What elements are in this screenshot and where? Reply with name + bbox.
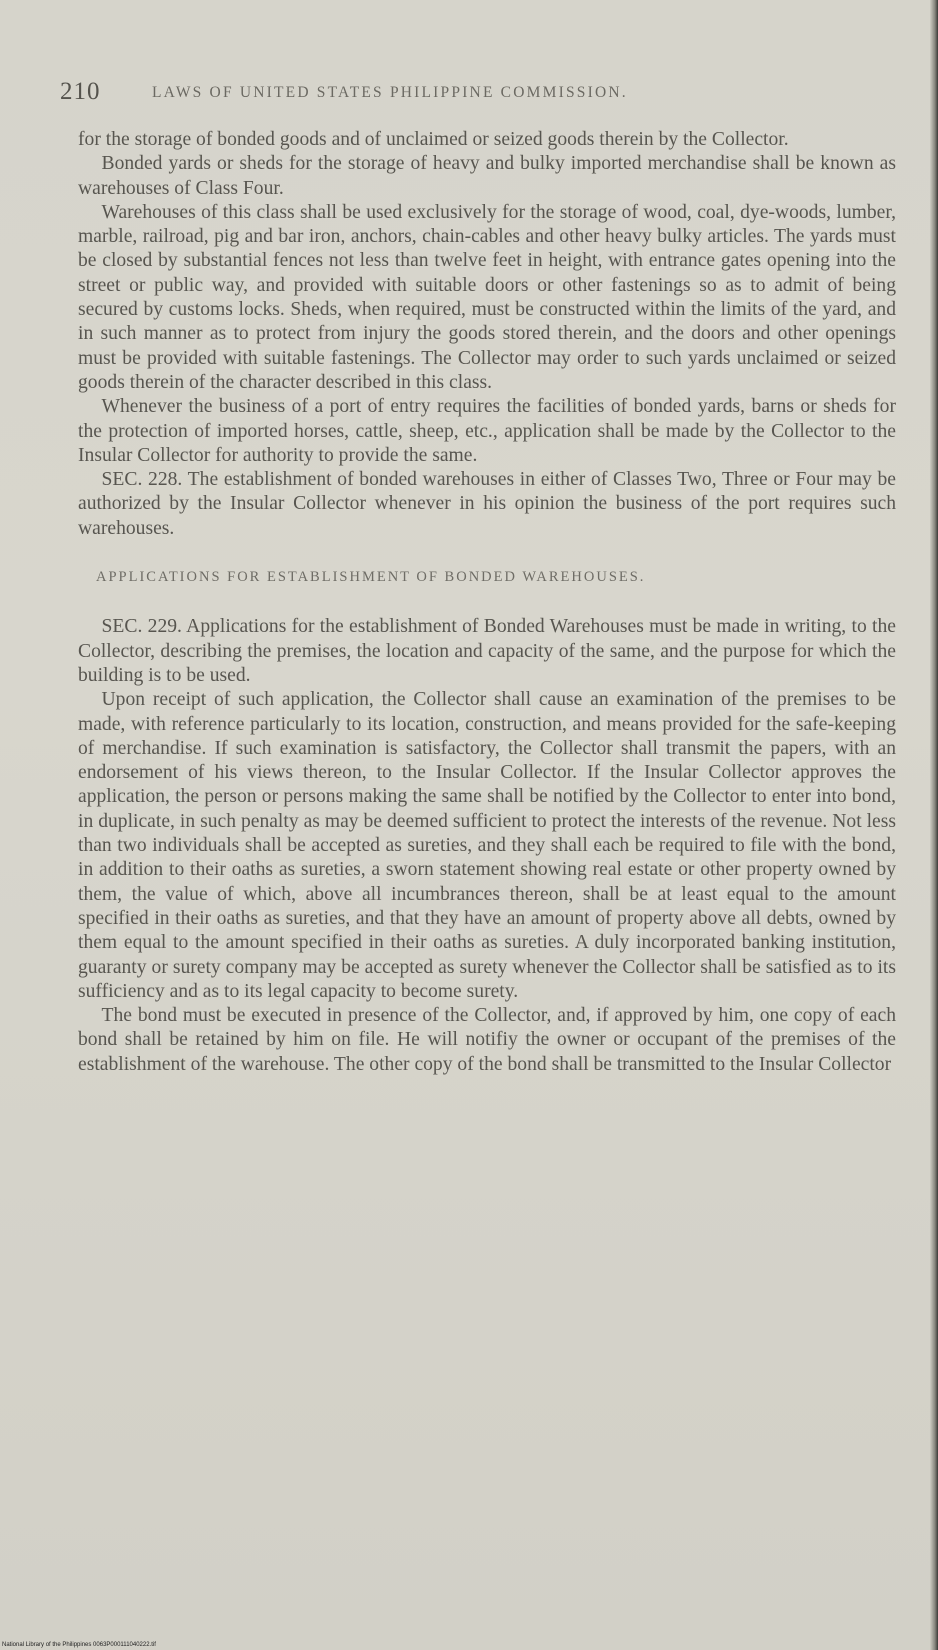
- section-heading: APPLICATIONS FOR ESTABLISHMENT OF BONDED WAREHOUSES.: [96, 569, 646, 586]
- page-edge-shadow: [930, 0, 938, 1650]
- page-header: [60, 78, 850, 108]
- paragraph-examination: Upon receipt of such application, the Collector shall cause an examination of the premises to be made, with reference particularly to its location, construction, and means provided for the safe-keeping of merchandise. If such examination is satisfactory, the Collector shall transmit the papers, with an endorsement of his views thereon, to the Insular Collector. If the Insular Collector approves the application, the person or persons making the same shall be notified by the Collector to enter into bond, in duplicate, in such penalty as may be deemed sufficient to protect the interests of the revenue. Not less than two individuals shall be accepted as sureties, and they shall each be required to file with the bond, in addition to their oaths as sureties, a sworn statement showing real estate or other property owned by them, the value of which, above all incumbrances thereon, shall be at least equal to the amount specified in their oaths as sureties, and that they have an amount of property above all debts, owned by them equal to the amount specified in their oaths as sureties. A duly incorporated banking institution, guaranty or surety company may be accepted as surety whenever the Collector shall be satisfied as to its sufficiency and as to its legal capacity to become surety.: [78, 689, 896, 1002]
- paragraph-sec-229: SEC. 229. Applications for the establishment of Bonded Warehouses must be made in writing, to the Collector, describing the premises, the location and capacity of the same, and the purpose for which the building is to be used.: [78, 616, 896, 686]
- page-number: 210: [60, 78, 101, 105]
- paragraph-livestock-yards: Whenever the business of a port of entry requires the facilities of bonded yards, barns or sheds for the protection of imported horses, cattle, sheep, etc., application shall be made by the Collector to the Insular Collector for authority to provide the same.: [78, 396, 896, 466]
- running-title: LAWS OF UNITED STATES PHILIPPINE COMMISSION.: [152, 84, 628, 101]
- page-body: [78, 128, 896, 1077]
- paragraph-class-four: Bonded yards or sheds for the storage of heavy and bulky imported merchandise shall be known as warehouses of Class Four.: [78, 153, 896, 199]
- paragraph-sec-228: SEC. 228. The establishment of bonded warehouses in either of Classes Two, Three or Four may be authorized by the Insular Collector whenever in his opinion the business of the port requires such warehouses.: [78, 469, 896, 539]
- paragraph-continuation: for the storage of bonded goods and of unclaimed or seized goods therein by the Collector.: [78, 129, 789, 150]
- paragraph-class-four-rules: Warehouses of this class shall be used exclusively for the storage of wood, coal, dye-woods, lumber, marble, railroad, pig and bar iron, anchors, chain-cables and other heavy bulky articles. The yards must be closed by substantial fences not less than twelve feet in height, with entrance gates opening into the street or public way, and provided with suitable doors or other fastenings so as to admit of being secured by customs locks. Sheds, when required, must be constructed within the limits of the yard, and in such manner as to protect from injury the goods stored therein, and the doors and other openings must be provided with suitable fastenings. The Collector may order to such yards unclaimed or seized goods therein of the character described in this class.: [78, 201, 896, 393]
- paragraph-bond-execution: The bond must be executed in presence of the Collector, and, if approved by him, one copy of each bond shall be retained by him on file. He will notifiy the owner or occupant of the premises of the establishment of the warehouse. The other copy of the bond shall be transmitted to the Insular Collector: [78, 1005, 896, 1075]
- scan-credit: National Library of the Philippines 0063P000111040222.tif: [2, 1642, 156, 1648]
